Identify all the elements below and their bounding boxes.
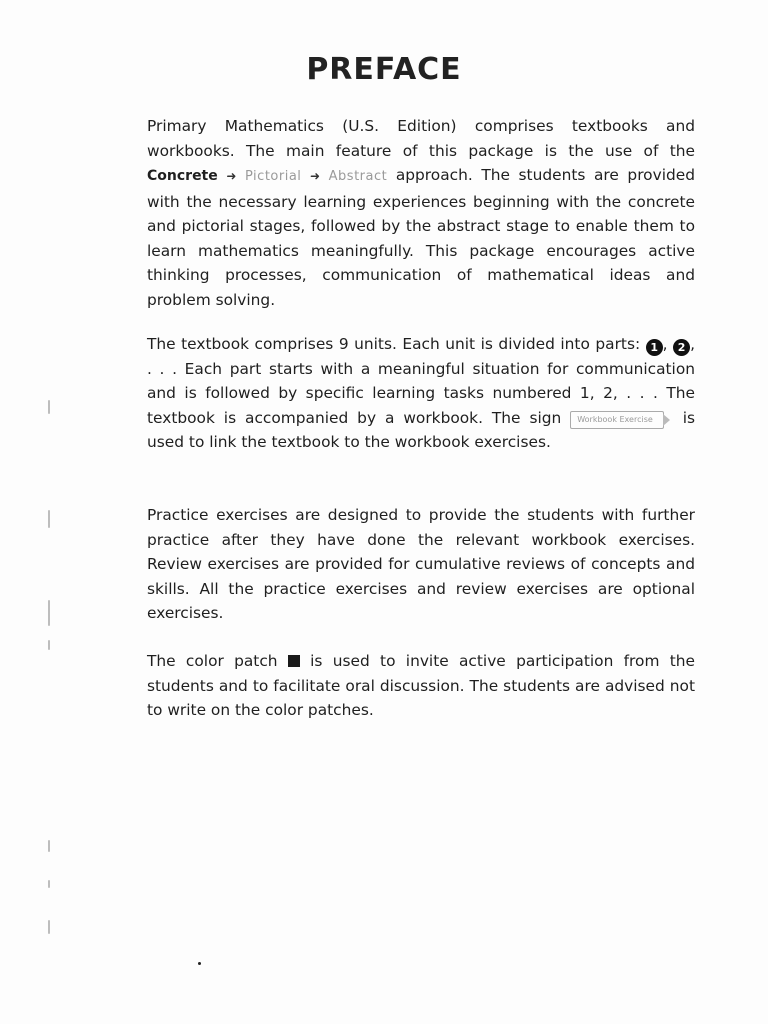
units-text-start: The textbook comprises 9 units. Each unit is divided into parts: [147, 335, 646, 353]
scan-edge-marks [48, 400, 50, 960]
stage-pictorial: Pictorial [245, 169, 302, 184]
units-text-middle: , . . . Each part starts with a meaningful situation for communication and is followed by specific learning tasks numbered 1, 2, . . . The textbook is accompanied by a workbook. The sign [147, 335, 695, 427]
arrow-icon: ➜ [310, 169, 321, 183]
paragraph-intro [147, 114, 695, 312]
color-patch-icon [288, 655, 300, 667]
stage-abstract: Abstract [328, 169, 388, 184]
intro-text-start: Primary Mathematics (U.S. Edition) comprises textbooks and workbooks. The main feature of this package is the use of the [147, 117, 695, 160]
part-one-badge: 1 [646, 339, 663, 356]
workbook-exercise-sign: Workbook Exercise [570, 411, 664, 429]
stray-dot [198, 962, 201, 965]
intro-text-end: approach. The students are provided with the necessary learning experiences beginning with the concrete and pictorial stages, followed by the abstract stage to enable them to learn mathematics meaningfully. This package encourages active thinking processes, communication of mathematical ideas and problem solving. [147, 166, 695, 309]
patch-text-start: The color patch [147, 652, 288, 670]
part-two-badge: 2 [673, 339, 690, 356]
paragraph-color-patch [147, 649, 695, 723]
stage-concrete: Concrete [147, 168, 218, 184]
arrow-icon: ➜ [226, 169, 237, 183]
paragraph-units: The textbook comprises 9 units. Each unit is divided into parts: 1 , 2 , . . . Each part starts with a meaningful situation for communication and is followed by specific learning tasks numbered 1, 2, . . . The textbook is accompanied by a workbook. The sign Workbook Exercise is used to link the textbook to the workbook exercises. [147, 335, 695, 451]
page-title: PREFACE [306, 52, 462, 87]
patch-text-end: is used to invite active participation from the students and to facilitate oral discussion. The students are advised not to write on the color patches. [147, 652, 695, 719]
paragraph-practice: Practice exercises are designed to provide the students with further practice after they have done the relevant workbook exercises. Review exercises are provided for cumulative reviews of concepts and skills. All the practice exercises and review exercises are optional exercises. [147, 506, 695, 622]
units-text-end: is used to link the textbook to the workbook exercises. [147, 408, 695, 451]
